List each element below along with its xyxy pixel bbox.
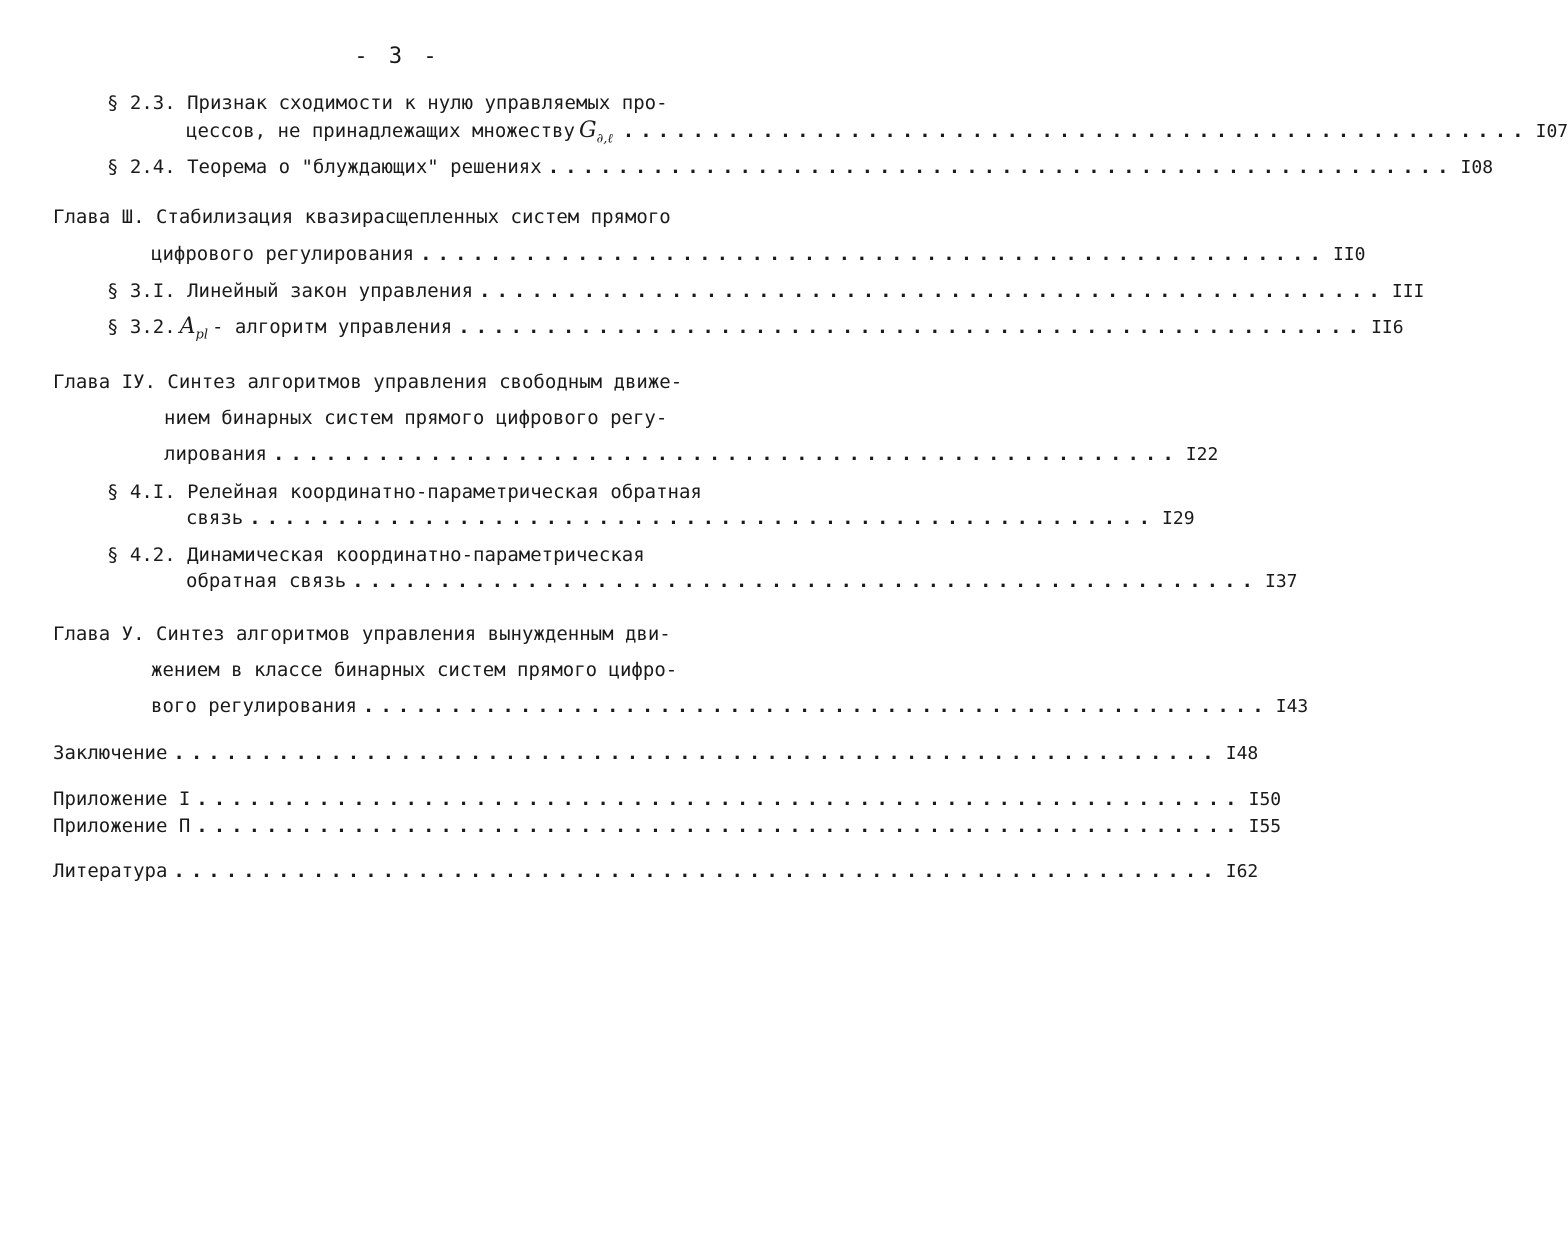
leader-dots: .................................................... <box>622 120 1530 142</box>
leader-dots: .................................................... <box>479 280 1386 302</box>
toc-entry-3-1 <box>107 277 1425 305</box>
leader-dots: .................................................... <box>420 243 1327 265</box>
toc-entry-text: § 2.4. Теорема о "блуждающих" решениях <box>107 156 542 178</box>
toc-literature <box>53 857 1259 885</box>
leader-dots: .................................................... <box>272 443 1180 465</box>
leader-dots: .................................................... <box>362 695 1270 717</box>
toc-entry-text: § 3.I. Линейный закон управления <box>107 280 474 302</box>
toc-entry-text: вого регулирования <box>151 695 357 717</box>
leader-dots: .................................................... <box>249 507 1157 529</box>
toc-chapter-4-line3 <box>164 440 1219 468</box>
toc-entry-text: § 2.3. Признак сходимости к нулю управляемых про- <box>107 92 668 114</box>
toc-entry-text: связь <box>186 507 244 529</box>
toc-entry-2-3-line1 <box>107 89 767 117</box>
toc-entry-2-4 <box>107 153 1494 181</box>
toc-entry-text: Глава Ш. Стабилизация квазирасщепленных систем прямого <box>53 206 671 228</box>
toc-entry-text: жением в классе бинарных систем прямого цифро- <box>151 659 678 681</box>
leader-dots: ............................................................ <box>173 860 1220 882</box>
leader-dots: ............................................................ <box>196 788 1243 810</box>
leader-dots: .................................................... <box>547 156 1455 178</box>
page-number: - 3 - <box>354 44 441 69</box>
toc-appendix-2 <box>53 812 1282 840</box>
toc-entry-text: Литература <box>53 860 168 882</box>
toc-page-number: I29 <box>1162 508 1195 529</box>
toc-entry-text: нием бинарных систем прямого цифрового регу- <box>164 407 668 429</box>
toc-page-number: III <box>1391 281 1425 302</box>
toc-chapter-5-line3 <box>151 692 1309 720</box>
toc-chapter-5-line1 <box>53 620 767 648</box>
toc-entry-text: § 4.I. Релейная координатно-параметрическая обратная <box>107 481 702 503</box>
toc-page-number: I08 <box>1460 157 1494 178</box>
toc-page-number: I55 <box>1248 816 1282 837</box>
leader-dots: .................................................... <box>352 570 1259 592</box>
toc-conclusion <box>53 739 1259 767</box>
toc-chapter-5-line2 <box>151 656 767 684</box>
toc-entry-text: § 3.2. <box>107 316 176 338</box>
toc-entry-4-2-line1 <box>107 541 767 569</box>
leader-dots: .................................................... <box>458 316 1366 338</box>
math-symbol-G: $G_{\partial,\ell}$ <box>578 118 613 147</box>
toc-entry-text: § 4.2. Динамическая координатно-параметрическая <box>107 544 645 566</box>
toc-entry-3-2 <box>107 313 1404 343</box>
toc-chapter-3-line1 <box>53 203 767 231</box>
toc-appendix-1 <box>53 785 1282 813</box>
toc-page-number: I07 <box>1535 121 1568 142</box>
toc-page-number: I50 <box>1248 789 1282 810</box>
toc-entry-text: Глава У. Синтез алгоритмов управления вынужденным дви- <box>53 623 671 645</box>
toc-entry-text: обратная связь <box>186 570 347 592</box>
toc-entry-2-3-line2 <box>186 117 1568 147</box>
toc-page-number: II0 <box>1332 244 1366 265</box>
toc-chapter-4-line2 <box>164 404 767 432</box>
toc-entry-4-1-line1 <box>107 478 767 506</box>
toc-page-number: II6 <box>1371 317 1404 338</box>
toc-entry-text: Глава IУ. Синтез алгоритмов управления свободным движе- <box>53 371 683 393</box>
toc-entry-text: цифрового регулирования <box>151 243 415 265</box>
toc-page-number: I48 <box>1225 743 1259 764</box>
leader-dots: ............................................................ <box>173 742 1220 764</box>
toc-entry-text: Приложение П <box>53 815 191 837</box>
toc-page-number: I62 <box>1225 861 1259 882</box>
toc-page-number: I43 <box>1275 696 1309 717</box>
toc-entry-4-2-line2 <box>186 567 1298 595</box>
math-symbol-A: $A_{pl}$ <box>179 314 209 343</box>
toc-page-number: I37 <box>1264 571 1298 592</box>
toc-entry-text: - алгоритм управления <box>212 316 453 338</box>
toc-entry-text: Приложение I <box>53 788 191 810</box>
toc-entry-text: лирования <box>164 443 267 465</box>
toc-page-number: I22 <box>1185 444 1219 465</box>
leader-dots: ............................................................ <box>196 815 1243 837</box>
toc-entry-text: Заключение <box>53 742 168 764</box>
toc-entry-text: цессов, не принадлежащих множеству <box>186 120 575 142</box>
toc-entry-4-1-line2 <box>186 504 1195 532</box>
toc-chapter-3-line2 <box>151 240 1366 268</box>
toc-chapter-4-line1 <box>53 368 767 396</box>
